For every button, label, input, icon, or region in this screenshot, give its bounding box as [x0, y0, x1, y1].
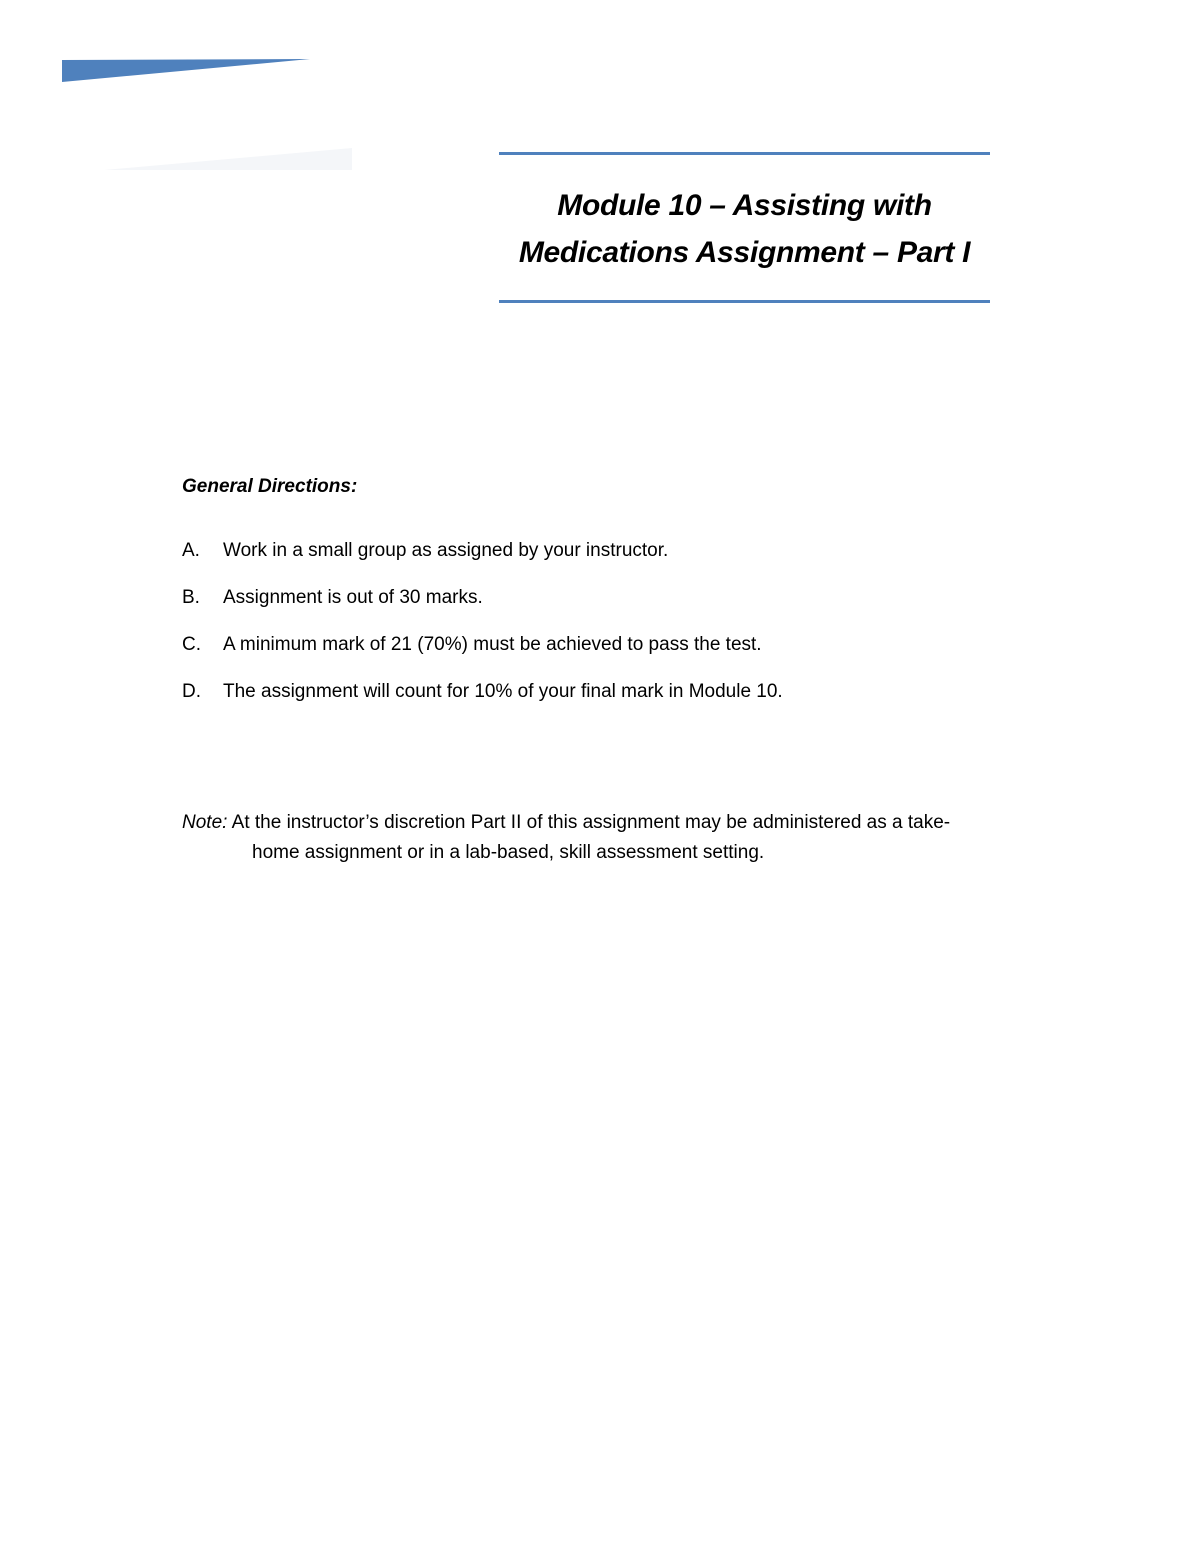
note-line-2: home assignment or in a lab-based, skill assessment setting.: [252, 842, 765, 863]
note-text-1: At the instructor’s discretion Part II of this assignment may be administered as a take-: [231, 812, 951, 833]
directions-list: [182, 538, 783, 726]
header-swoosh-decoration: [0, 0, 400, 200]
directions-item: [182, 679, 783, 726]
note-label: Note:: [182, 812, 228, 833]
item-letter: D.: [182, 681, 201, 702]
blue-wedge-shape: [62, 59, 310, 82]
directions-item: [182, 538, 783, 585]
title-line-2: Medications Assignment – Part I: [518, 236, 971, 269]
note-line-1: [182, 808, 1082, 838]
title-line-1: Module 10 – Assisting with: [557, 189, 932, 222]
item-text: A minimum mark of 21 (70%) must be achieved to pass the test.: [223, 634, 762, 655]
item-text: The assignment will count for 10% of your final mark in Module 10.: [223, 681, 783, 702]
directions-item: [182, 632, 783, 679]
item-letter: C.: [182, 634, 201, 655]
directions-item: [182, 585, 783, 632]
faint-swoosh-shape: [104, 148, 352, 170]
item-text: Assignment is out of 30 marks.: [223, 587, 483, 608]
directions-heading: General Directions:: [182, 476, 358, 497]
title-block: [499, 152, 990, 303]
item-letter: A.: [182, 540, 200, 561]
item-letter: B.: [182, 587, 200, 608]
note-paragraph: [182, 808, 1082, 868]
item-text: Work in a small group as assigned by your instructor.: [223, 540, 669, 561]
document-title: [499, 155, 990, 300]
title-bottom-rule: [499, 300, 990, 303]
